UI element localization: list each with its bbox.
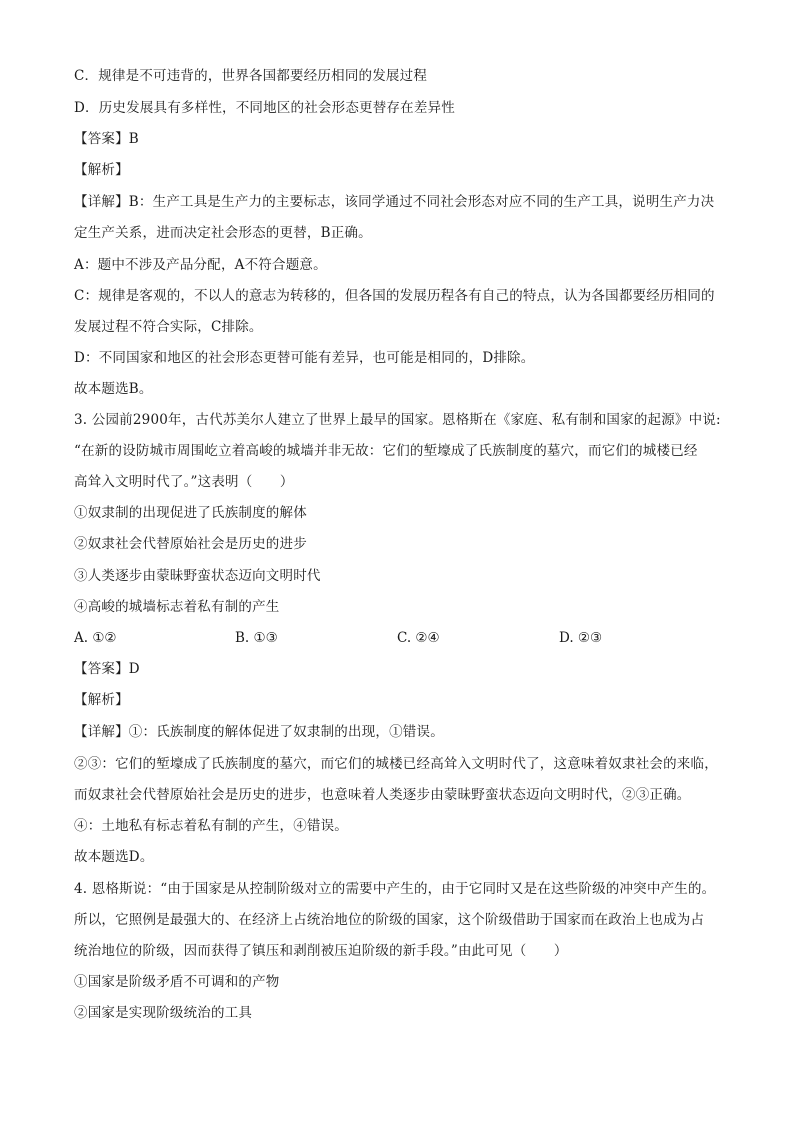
q2-answer: 【答案】B [74, 131, 139, 147]
q2-option-c: C．规律是不可违背的，世界各国都要经历相同的发展过程 [74, 68, 428, 84]
q4-stem-line3: 统治地位的阶级，因而获得了镇压和剥削被压迫阶级的新手段。”由此可见（ ） [74, 943, 568, 959]
q4-item-2: ②国家是实现阶级统治的工具 [74, 1005, 253, 1021]
q2-analysis-heading: 【解析】 [74, 162, 129, 178]
q3-option-b: B. ①③ [235, 630, 278, 646]
q3-detail-line3: 而奴隶社会代替原始社会是历史的进步，也意味着人类逐步由蒙昧野蛮状态迈向文明时代，②③正确。 [74, 787, 691, 803]
q2-detail-line1: 【详解】B：生产工具是生产力的主要标志，该同学通过不同社会形态对应不同的生产工具，说明生产力决 [74, 194, 715, 210]
q2-detail-c-line2: 发展过程不符合实际，C排除。 [74, 319, 263, 335]
q2-detail-d: D：不同国家和地区的社会形态更替可能有差异，也可能是相同的，D排除。 [74, 350, 535, 366]
q2-detail-a: A：题中不涉及产品分配，A不符合题意。 [74, 257, 327, 273]
q4-stem-line1: 4. 恩格斯说：“由于国家是从控制阶级对立的需要中产生的，由于它同时又是在这些阶级的冲突中产生的。 [74, 881, 716, 897]
q3-conclusion: 故本题选D。 [74, 849, 154, 865]
q3-item-3: ③人类逐步由蒙昧野蛮状态迈向文明时代 [74, 568, 321, 584]
q4-stem-line2: 所以，它照例是最强大的、在经济上占统治地位的阶级的国家，这个阶级借助于国家而在政治上也成为占 [74, 912, 705, 928]
q3-analysis-heading: 【解析】 [74, 692, 129, 708]
q3-item-2: ②奴隶社会代替原始社会是历史的进步 [74, 536, 307, 552]
q3-stem-line3: 高耸入文明时代了。”这表明（ ） [74, 474, 294, 490]
q3-stem-line2: “在新的设防城市周围屹立着高峻的城墙并非无故：它们的堑壕成了氏族制度的墓穴，而它们的城楼已经 [74, 443, 698, 459]
q3-item-1: ①奴隶制的出现促进了氏族制度的解体 [74, 505, 307, 521]
q4-item-1: ①国家是阶级矛盾不可调和的产物 [74, 974, 280, 990]
q2-option-d: D．历史发展具有多样性，不同地区的社会形态更替存在差异性 [74, 100, 455, 116]
q2-conclusion: 故本题选B。 [74, 381, 153, 397]
q3-detail-line4: ④：土地私有标志着私有制的产生，④错误。 [74, 818, 348, 834]
q3-stem-line1: 3. 公园前2900年，古代苏美尔人建立了世界上最早的国家。恩格斯在《家庭、私有制和国家的起源》中说: [74, 412, 721, 428]
q2-detail-c-line1: C：规律是客观的，不以人的意志为转移的，但各国的发展历程各有自己的特点，认为各国都要经历相同的 [74, 288, 715, 304]
q3-item-4: ④高峻的城墙标志着私有制的产生 [74, 599, 280, 615]
q3-detail-line1: 【详解】①：氏族制度的解体促进了奴隶制的出现，①错误。 [74, 724, 444, 740]
q2-detail-line2: 定生产关系，进而决定社会形态的更替，B正确。 [74, 225, 372, 241]
q3-option-c: C. ②④ [397, 630, 440, 646]
q3-answer: 【答案】D [74, 661, 140, 677]
q3-detail-line2: ②③：它们的堑壕成了氏族制度的墓穴，而它们的城楼已经高耸入文明时代了，这意味着奴隶社会的来临， [74, 756, 718, 772]
q3-option-d: D. ②③ [559, 630, 603, 646]
q3-option-a: A. ①② [74, 630, 117, 646]
